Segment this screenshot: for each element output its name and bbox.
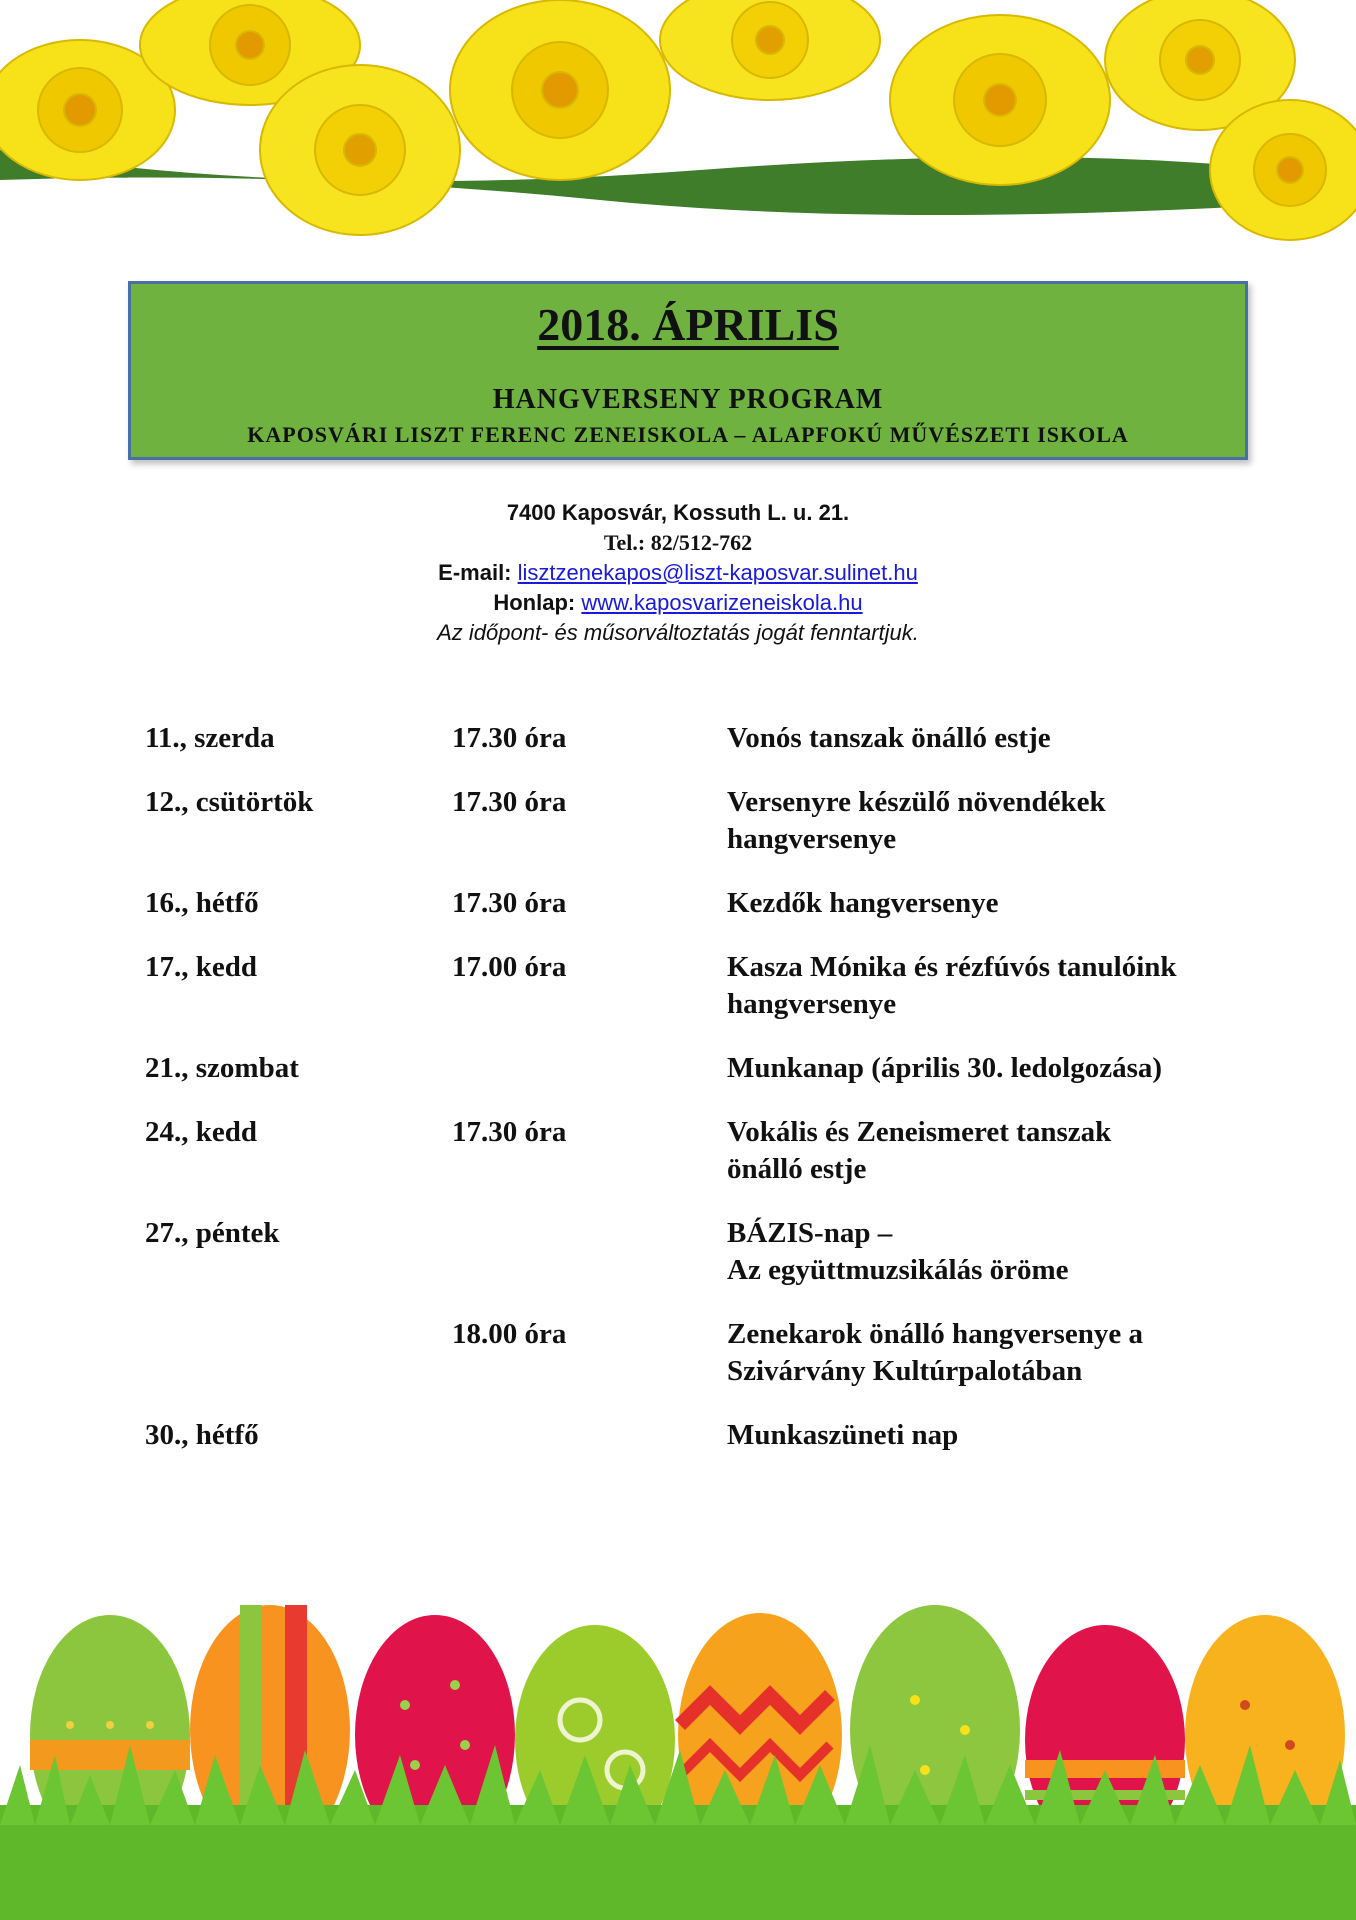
schedule-day: 30., hétfő <box>145 1419 259 1451</box>
email-link[interactable]: lisztzenekapos@liszt-kaposvar.sulinet.hu <box>517 560 918 585</box>
event-line: Kasza Mónika és rézfúvós tanulóink <box>727 951 1177 983</box>
event-line: hangversenye <box>727 823 897 855</box>
event-line: Munkaszüneti nap <box>727 1419 959 1451</box>
schedule-time: 18.00 óra <box>452 1318 567 1350</box>
phone: Tel.: 82/512-762 <box>603 530 753 555</box>
schedule-event <box>727 784 1287 858</box>
address: 7400 Kaposvár, Kossuth L. u. 21. <box>506 500 850 525</box>
website-line <box>0 588 1356 618</box>
event-line: Munkanap (április 30. ledolgozása) <box>727 1052 1163 1084</box>
schedule-time: 17.30 óra <box>452 786 567 818</box>
page-title: 2018. ÁPRILIS <box>537 299 839 350</box>
schedule-event <box>727 720 1287 757</box>
event-line: BÁZIS-nap – <box>727 1217 893 1249</box>
event-line: Zenekarok önálló hangversenye a <box>727 1318 1143 1350</box>
event-line: önálló estje <box>727 1153 867 1185</box>
schedule-event <box>727 949 1287 1023</box>
event-line: Kezdők hangversenye <box>727 887 999 919</box>
event-line: Versenyre készülő növendékek <box>727 786 1106 818</box>
event-line: Vokális és Zeneismeret tanszak <box>727 1116 1112 1148</box>
schedule-day: 12., csütörtök <box>145 786 314 818</box>
easter-eggs-image <box>0 1595 1356 1920</box>
schedule-event <box>727 1114 1287 1188</box>
email-line <box>0 558 1356 588</box>
schedule-day: 16., hétfő <box>145 887 259 919</box>
event-line: Szivárvány Kultúrpalotában <box>727 1355 1083 1387</box>
event-line: Vonós tanszak önálló estje <box>727 722 1051 754</box>
event-line: Az együttmuzsikálás öröme <box>727 1254 1069 1286</box>
schedule-day: 17., kedd <box>145 951 258 983</box>
program-subtitle: HANGVERSENY PROGRAM <box>492 384 884 415</box>
schedule-day: 24., kedd <box>145 1116 258 1148</box>
schedule-day: 27., péntek <box>145 1217 280 1249</box>
schedule-event <box>727 1417 1287 1454</box>
schedule-event <box>727 1050 1287 1087</box>
website-label: Honlap: <box>493 590 576 615</box>
schedule-time: 17.00 óra <box>452 951 567 983</box>
schedule-event <box>727 1316 1287 1390</box>
header-box <box>128 281 1248 460</box>
school-name: KAPOSVÁRI LISZT FERENC ZENEISKOLA – ALAPFOKÚ MŰVÉSZETI ISKOLA <box>247 422 1129 447</box>
contact-block <box>0 498 1356 648</box>
schedule-event <box>727 885 1287 922</box>
website-link[interactable]: www.kaposvarizeneiskola.hu <box>581 590 863 615</box>
schedule-event <box>727 1215 1287 1289</box>
schedule-day: 11., szerda <box>145 722 275 754</box>
disclaimer-note: Az időpont- és műsorváltoztatás jogát fenntartjuk. <box>437 620 919 645</box>
schedule-time: 17.30 óra <box>452 887 567 919</box>
schedule-day: 21., szombat <box>145 1052 299 1084</box>
email-label: E-mail: <box>438 560 512 585</box>
event-line: hangversenye <box>727 988 897 1020</box>
schedule-time: 17.30 óra <box>452 722 567 754</box>
schedule-time: 17.30 óra <box>452 1116 567 1148</box>
daffodil-banner-image <box>0 0 1356 290</box>
